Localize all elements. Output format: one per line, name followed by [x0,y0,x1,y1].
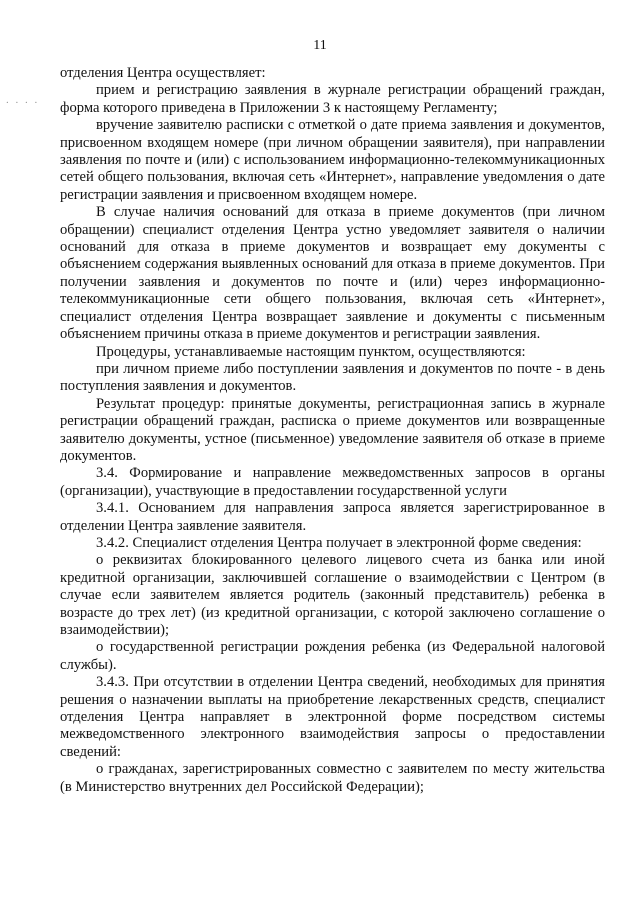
page-number: 11 [313,38,327,53]
section-heading: 3.4. Формирование и направление межведомственных запросов в органы (организации), участвующие в предоставлении государственной услуги [60,465,605,499]
paragraph: Процедуры, устанавливаемые настоящим пунктом, осуществляются: [96,343,526,360]
paragraph: 3.4.3. При отсутствии в отделении Центра сведений, необходимых для принятия решения о назначении выплаты на приобретение лекарственных средств, специалист отделения Центра направляет в электронной форме посредством системы межведомственного электронного взаимодействия запросы о предоставлении сведений: [60,674,605,760]
paragraph: о реквизитах блокированного целевого лицевого счета из банка или иной кредитной организации, заключившей соглашение о взаимодействии с Центром (в случае если заявителем является родитель (законный представитель) ребенка в возрасте до трех лет) (из кредитной организации, с которой заключено соглашение о взаимодействии); [60,552,605,638]
paragraph: о гражданах, зарегистрированных совместно с заявителем по месту жительства (в Министерство внутренних дел Российской Федерации); [60,761,605,795]
paragraph: В случае наличия оснований для отказа в приеме документов (при личном обращении) специалист отделения Центра устно уведомляет заявителя о наличии оснований для отказа в приеме документов и возвращает ему документы с объяснением содержания выявленных оснований для отказа в приеме документов. При получении заявления и документов по почте и (или) через информационно-телекоммуникационные сети общего пользования, включая сеть «Интернет», специалист отделения Центра возвращает заявление и документы с письменным объяснением причины отказа в приеме документов и регистрации заявления. [60,204,605,343]
margin-mark: . . . . [6,94,40,106]
paragraph: прием и регистрацию заявления в журнале регистрации обращений граждан, форма которого приведена в Приложении 3 к настоящему Регламенту; [60,82,605,116]
paragraph: вручение заявителю расписки с отметкой о дате приема заявления и документов, присвоенном входящем номере (при личном обращении заявителя), при направлении заявления по почте и (или) с использованием информационно-телекоммуникационных сетей общего пользования, включая сеть «Интернет», направление уведомления о дате регистрации заявления и присвоенном входящем номере. [60,117,605,203]
paragraph: о государственной регистрации рождения ребенка (из Федеральной налоговой службы). [60,639,605,673]
paragraph: при личном приеме либо поступлении заявления и документов по почте - в день поступления заявления и документов. [60,360,605,395]
paragraph: отделения Центра осуществляет: [60,65,266,81]
document-body [60,65,605,796]
paragraph: 3.4.1. Основанием для направления запроса является зарегистрированное в отделении Центра заявление заявителя. [60,500,605,534]
paragraph: Результат процедур: принятые документы, регистрационная запись в журнале регистрации обращений граждан, расписка о приеме документов или возвращенные заявителю документы, устное (письменное) уведомление заявителя об отказе в приеме документов. [60,395,605,464]
paragraph: 3.4.2. Специалист отделения Центра получает в электронной форме сведения: [96,534,582,551]
